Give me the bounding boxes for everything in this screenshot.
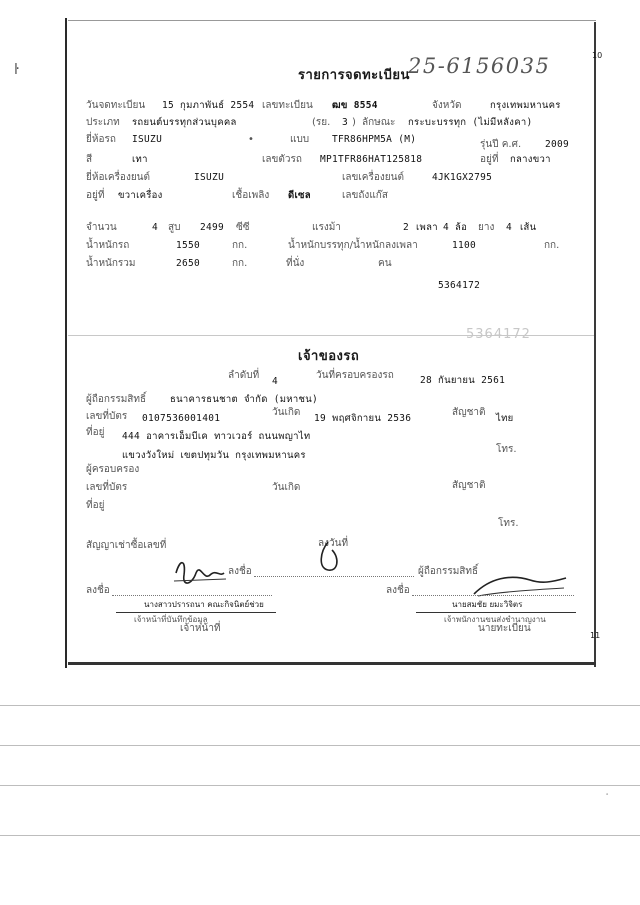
page-border-bottom <box>68 662 596 665</box>
vehicle-code-close: ) <box>352 117 356 128</box>
model-year-label: รุ่นปี ค.ศ. <box>480 139 522 150</box>
load-weight-label: น้ำหนักบรรทุก/น้ำหนักลงเพลา <box>288 240 418 251</box>
officer2-sign-label: ลงชื่อ <box>386 585 410 596</box>
page-border-left <box>65 18 67 668</box>
weight-vehicle-unit: กก. <box>232 240 248 251</box>
margin-mark: ﾟ <box>606 793 610 802</box>
tires-unit: เส้น <box>520 222 537 233</box>
brand-dot: • <box>248 134 254 145</box>
vehicle-code-value: 3 <box>342 117 349 128</box>
load-weight-unit: กก. <box>544 240 560 251</box>
possessor-birth-label: วันเกิด <box>272 482 301 493</box>
margin-mark: ŀ <box>14 62 19 78</box>
officer2-sign-line <box>412 595 574 596</box>
load-weight-value: 1100 <box>452 240 477 251</box>
possessor-tel-label: โทร. <box>498 518 519 529</box>
engine-no-label: เลขเครื่องยนต์ <box>342 172 404 183</box>
brand-value: ISUZU <box>132 134 163 145</box>
reg-date-label: วันจดทะเบียน <box>86 100 146 111</box>
engine-no-value: 4JK1GX2795 <box>432 172 493 183</box>
owner-nationality-label: สัญชาติ <box>452 407 486 418</box>
possessor-nationality-label: สัญชาติ <box>452 480 486 491</box>
color-value: เทา <box>132 154 148 165</box>
scan-line <box>0 835 640 836</box>
weight-total-unit: กก. <box>232 258 248 269</box>
owner-name-value: ธนาคารธนชาต จำกัด (มหาชน) <box>170 394 319 405</box>
model-year-value: 2009 <box>545 139 570 150</box>
page-title: รายการจดทะเบียน <box>298 68 410 83</box>
weight-total-label: น้ำหนักรวม <box>86 258 136 269</box>
owner-name-label: ผู้ถือกรรมสิทธิ์ <box>86 394 147 405</box>
weight-total-value: 2650 <box>176 258 201 269</box>
vehicle-type-value: รถยนต์บรรทุกส่วนบุคคล <box>132 117 237 128</box>
fuel-label: เชื้อเพลิง <box>232 190 270 201</box>
owner-order-label: ลำดับที่ <box>228 370 260 381</box>
character-label: ลักษณะ <box>362 117 396 128</box>
engine-brand-label: ยี่ห้อเครื่องยนต์ <box>86 172 151 183</box>
axles-value: 2 <box>403 222 410 233</box>
scan-line <box>0 745 640 746</box>
axles-label: เพลา <box>416 222 438 233</box>
lease-contract-label: สัญญาเช่าซื้อเลขที่ <box>86 540 167 551</box>
gas-tank-label: เลขถังแก๊ส <box>342 190 388 201</box>
possessor-id-label: เลขที่บัตร <box>86 482 128 493</box>
owner-birth-value: 19 พฤศจิกายน 2536 <box>314 413 412 424</box>
owner-sign-label: ลงชื่อ <box>228 566 252 577</box>
owner-id-label: เลขที่บัตร <box>86 411 128 422</box>
engine-location-value: ขวาเครื่อง <box>118 190 163 201</box>
officer1-role: เจ้าหน้าที่ <box>180 623 221 634</box>
model-value: TFR86HPM5A (M) <box>332 134 417 145</box>
officer2-name: นายสมชัย ยมะวิจิตร <box>452 600 523 609</box>
page-number-top: 10 <box>592 51 603 60</box>
lease-date-label: ลงวันที่ <box>318 538 349 549</box>
tires-value: 4 <box>506 222 513 233</box>
wheels-value: 4 <box>443 222 450 233</box>
scan-line <box>0 705 640 706</box>
cc-unit: ซีซี <box>236 222 250 233</box>
officer2-role-stamp: เจ้าพนักงานขนส่งชำนาญงาน <box>444 615 546 624</box>
officer2-name-line <box>416 612 576 613</box>
page-border-right <box>594 22 596 667</box>
scan-line <box>0 785 640 786</box>
owner-address-label: ที่อยู่ <box>86 427 105 438</box>
weight-vehicle-label: น้ำหนักรถ <box>86 240 130 251</box>
possessor-label: ผู้ครอบครอง <box>86 464 140 475</box>
owner-sign-role: ผู้ถือกรรมสิทธิ์ <box>418 566 479 577</box>
officer1-sign-line <box>112 595 272 596</box>
vehicle-code-label: (รย. <box>312 117 331 128</box>
owner-signature-mark <box>314 540 344 574</box>
officer1-name-line <box>116 612 276 613</box>
fuel-value: ดีเซล <box>288 190 311 201</box>
owner-tel-label: โทร. <box>496 444 517 455</box>
possessor-address-label: ที่อยู่ <box>86 500 105 511</box>
vehicle-type-label: ประเภท <box>86 117 120 128</box>
engine-location-label: อยู่ที่ <box>86 190 105 201</box>
owner-address-line2: แขวงวังใหม่ เขตปทุมวัน กรุงเทพมหานคร <box>122 450 306 461</box>
seats-label: ที่นั่ง <box>286 258 305 269</box>
officer1-sign-label: ลงชื่อ <box>86 585 110 596</box>
owner-order-value: 4 <box>272 376 279 387</box>
plate-value: ฒข 8554 <box>332 100 378 111</box>
plate-label: เลขทะเบียน <box>262 100 313 111</box>
officer1-role-stamp: เจ้าหน้าที่บันทึกข้อมูล <box>134 615 208 624</box>
province-value: กรุงเทพมหานคร <box>490 100 561 111</box>
owner-date-label: วันที่ครอบครองรถ <box>316 370 394 381</box>
color-label: สี <box>86 154 93 165</box>
page-number-bottom: 11 <box>590 631 601 640</box>
owner-section-title: เจ้าของรถ <box>298 349 360 364</box>
character-value: กระบะบรรทุก (ไม่มีหลังคา) <box>408 117 533 128</box>
cylinders-label: จำนวน <box>86 222 117 233</box>
model-label: แบบ <box>290 134 310 145</box>
tires-label: ยาง <box>478 222 495 233</box>
owner-nationality-value: ไทย <box>496 413 514 424</box>
chassis-location-label: อยู่ที่ <box>480 154 499 165</box>
chassis-location-value: กลางขวา <box>510 154 551 165</box>
province-label: จังหวัด <box>432 100 462 111</box>
security-watermark: 5364172 <box>466 327 531 342</box>
seats-unit: คน <box>378 258 392 269</box>
chassis-label: เลขตัวรถ <box>262 154 302 165</box>
document-number: 5364172 <box>438 280 481 291</box>
owner-id-value: 0107536001401 <box>142 413 221 424</box>
page-border-top <box>68 20 596 21</box>
weight-vehicle-value: 1550 <box>176 240 201 251</box>
engine-brand-value: ISUZU <box>194 172 225 183</box>
horsepower-label: แรงม้า <box>312 222 341 233</box>
reg-date-value: 15 กุมภาพันธ์ 2554 <box>162 100 255 111</box>
chassis-value: MP1TFR86HAT125818 <box>320 154 423 165</box>
brand-label: ยี่ห้อรถ <box>86 134 116 145</box>
handwritten-registration-number: 25-6156035 <box>408 54 551 78</box>
officer1-name: นางสาวปรารถนา คณะกิจนิตย์ช่วย <box>144 600 264 609</box>
cylinders-unit: สูบ <box>168 222 181 233</box>
cc-value: 2499 <box>200 222 225 233</box>
officer2-role: นายทะเบียน <box>478 623 531 634</box>
officer1-signature <box>170 555 230 591</box>
cylinders-value: 4 <box>152 222 159 233</box>
owner-address-line1: 444 อาคารเอ็มบีเค ทาวเวอร์ ถนนพญาไท <box>122 431 311 442</box>
owner-birth-label: วันเกิด <box>272 407 301 418</box>
wheels-label: ล้อ <box>455 222 468 233</box>
owner-date-value: 28 กันยายน 2561 <box>420 375 506 386</box>
owner-sign-line <box>254 576 414 577</box>
